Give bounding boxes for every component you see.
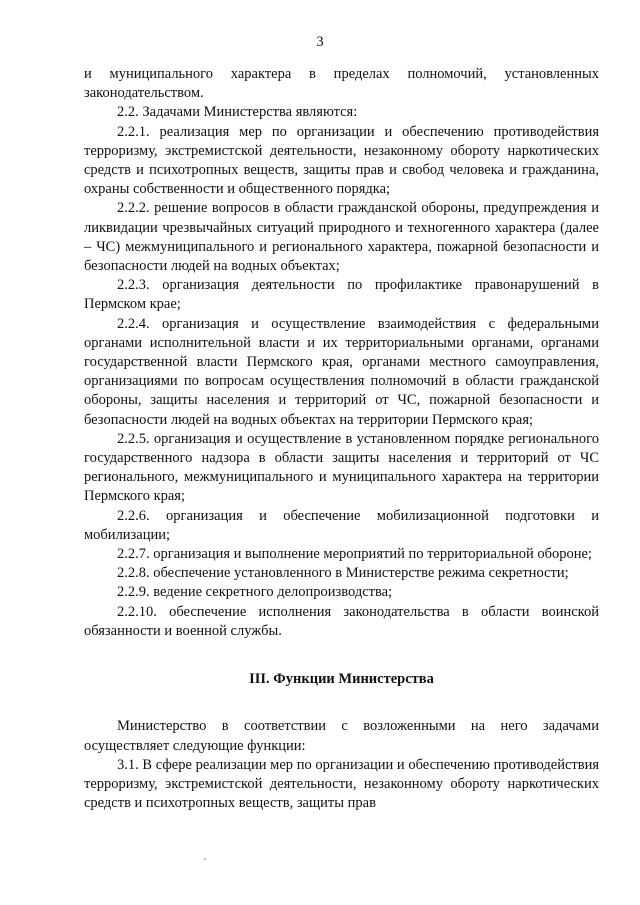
section-iii-paragraphs <box>84 717 599 813</box>
section-title: III. Функции Министерства <box>249 671 434 688</box>
section-ii-paragraphs <box>84 65 599 641</box>
paragraph: 2.2.9. ведение секретного делопроизводства; <box>117 584 393 601</box>
paragraph: 2.2.10. обеспечение исполнения законодательства в области воинской обязанности и военной службы. <box>84 603 599 639</box>
paragraph: 2.2.8. обеспечение установленного в Министерстве режима секретности; <box>117 565 569 582</box>
page-number: 3 <box>316 34 324 50</box>
paragraph: Министерство в соответствии с возложенными на него задачами осуществляет следующие функции: <box>84 718 599 754</box>
paragraph: 2.2.7. организация и выполнение мероприятий по территориальной обороне; <box>117 546 592 563</box>
document-body <box>84 65 599 813</box>
paragraph: 2.2.1. реализация мер по организации и обеспечению противодействия терроризму, экстремистской деятельности, незаконному обороту наркотических средств и психотропных веществ, защиты прав и свобод человека и гражданина, охраны собственности и общественного порядка; <box>84 123 599 198</box>
paragraph: 2.2.6. организация и обеспечение мобилизационной подготовки и мобилизации; <box>84 507 599 543</box>
paragraph: 2.2.4. организация и осуществление взаимодействия с федеральными органами исполнительной власти и их территориальными органами, органами государственной власти Пермского края, органами местного самоуправления, организациями по вопросам осуществления полномочий в области гражданской обороны, защиты населения и территорий от ЧС, пожарной безопасности и безопасности людей на водных объектах на территории Пермского края; <box>84 315 599 428</box>
paragraph: 2.2.3. организация деятельности по профилактике правонарушений в Пермском крае; <box>84 277 599 313</box>
scan-artifact-dot <box>204 858 206 860</box>
paragraph: 2.2.5. организация и осуществление в установленном порядке регионального государственного надзора в области защиты населения и территорий от ЧС регионального, межмуниципального и муниципального характера на территории Пермского края; <box>84 430 599 505</box>
paragraph: 2.2. Задачами Министерства являются: <box>117 104 358 121</box>
paragraph: и муниципального характера в пределах полномочий, установленных законодательством. <box>84 66 599 102</box>
paragraph: 3.1. В сфере реализации мер по организации и обеспечению противодействия терроризму, экстремистской деятельности, незаконному обороту наркотических средств и психотропных веществ, защиты прав <box>84 756 599 812</box>
paragraph: 2.2.2. решение вопросов в области гражданской обороны, предупреждения и ликвидации чрезвычайных ситуаций природного и техногенного характера (далее – ЧС) межмуниципального и регионального характера, пожарной безопасности и безопасности людей на водных объектах; <box>84 200 599 275</box>
